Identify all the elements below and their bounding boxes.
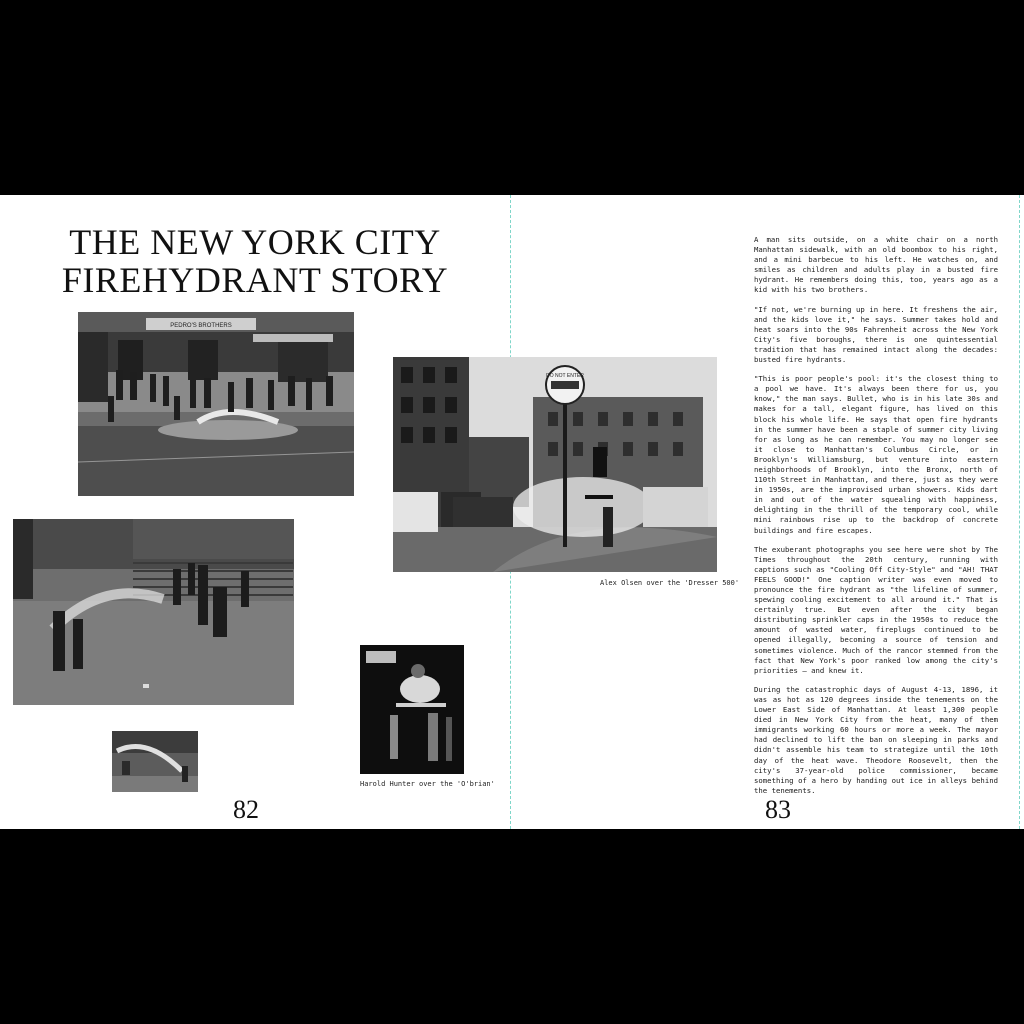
title-line-1: THE NEW YORK CITY: [69, 222, 441, 262]
caption-night-skate: Harold Hunter over the 'O'brian': [360, 780, 495, 788]
article-body: [754, 235, 998, 805]
photo-kids-spray: [13, 519, 294, 705]
page-edge: [1019, 195, 1020, 829]
photo-street-hydrant: [78, 312, 354, 496]
storefront-sign: PEDRO'S BROTHERS: [170, 323, 232, 329]
photo-night-skate-image: [360, 645, 464, 774]
paragraph-4: The exuberant photographs you see here were shot by The Times throughout the 20th century, running with captions such as "Cooling Off City-Style" and "AH! THAT FEELS GOOD!" One caption writer was even moved to pronounce the fire hydrant as "the lifeline of summer, spewing cooling excitement to all around it." That is certainly true. But even after the city began distributing sprinkler caps in the 1950s to reduce the amount of wasted water, fireplugs continued to be opened illegally, becoming a source of tension and sometimes violence. Much of the rancor stemmed from the fact that New York's poor ranked low among the city's priorities — and knew it.: [754, 544, 998, 675]
page-number-right: 83: [765, 795, 791, 824]
page-number-left: 82: [233, 795, 259, 824]
title-line-2: FIREHYDRANT STORY: [61, 260, 449, 300]
paragraph-1: A man sits outside, on a white chair on a north Manhattan sidewalk, with an old boombox to his right, and a mini barbecue to his left. He watches on, and smiles as children and adults play in a busted fire hydrant. He remembers doing this, too, years ago as a kid with his two brothers.: [754, 235, 998, 295]
paragraph-5: During the catastrophic days of August 4-13, 1896, it was as hot as 120 degrees inside the tenements on the Lower East Side of Manhattan. At least 1,300 people died in New York City from the heat, many of them immigrants working 60 hours or more a week. The mayor had declined to lift the ban on sleeping in parks and didn't assemble his team to strategize until the 10th day of the heat wave. Theodore Roosevelt, then the city's 37-year-old police commissioner, became something of a hero by handing out ice in alleys behind the tenements.: [754, 684, 998, 795]
photo-street-hydrant-image: [78, 312, 354, 496]
paragraph-2: "If not, we're burning up in here. It freshens the air, and the kids love it," he says. Summer takes hold and heat soars into the 90s Fahrenheit across the New York City's five boroughs, there is one quintessential tradition that has remained intact along the decades: busted fire hydrants.: [754, 304, 998, 365]
photo-skate-jump-image: [393, 357, 717, 572]
article-title: [40, 223, 470, 299]
photo-kids-spray-image: [13, 519, 294, 705]
photo-thumbnail-hydrant: [112, 731, 198, 792]
magazine-spread: [0, 195, 1024, 829]
photo-night-skate: [360, 645, 464, 774]
photo-skate-jump: [393, 357, 717, 572]
do-not-enter-sign: DO NOT ENTER: [546, 373, 584, 379]
paragraph-3: "This is poor people's pool: it's the closest thing to a pool we have. It's always been there for us, you know," the man says. Bullet, who is in his late 30s and makes for a tall, elegant figure, has lived on this block his whole life. He says that open fire hydrants in the summer have been a staple of summer city living for as long as he can remember. You may no longer see it close to Manhattan's Columbus Circle, or in Brooklyn's Williamsburg, but venture into eastern neighborhoods of Brooklyn, into the Bronx, north of 110th Street in Manhattan, and there, just as they were in 1950s, are the improvised urban showers. Kids dart in and out of the water squealing with happiness, delighting in the thrill of the temporary cool, while mini rainbows rise up to the backdrop of concrete buildings and fire escapes.: [754, 374, 998, 535]
caption-skate-jump: Alex Olsen over the 'Dresser 500': [600, 579, 740, 587]
photo-thumbnail-image: [112, 731, 198, 792]
